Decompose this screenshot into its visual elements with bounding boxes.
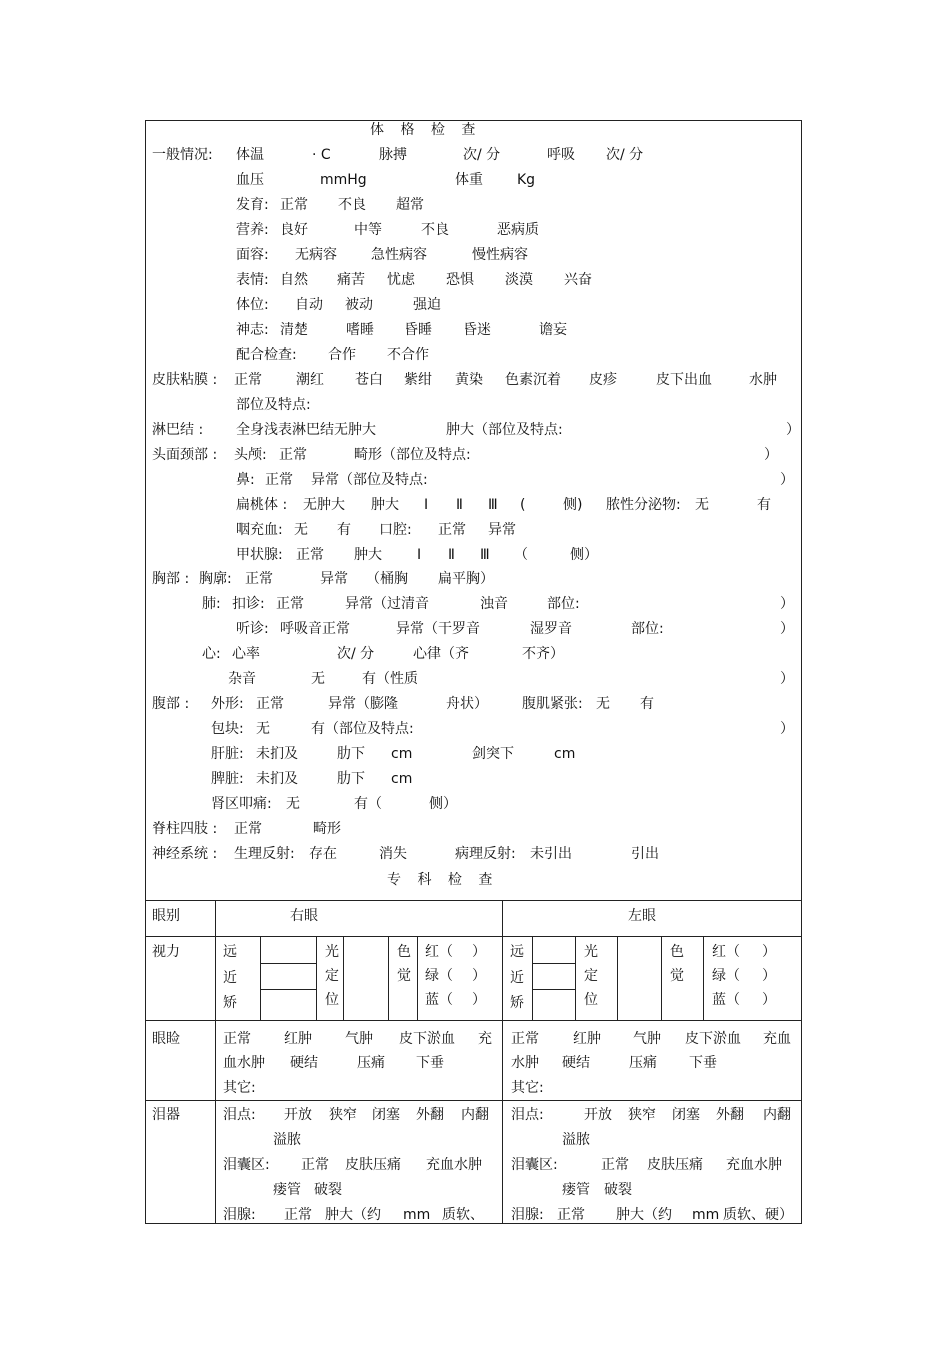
breath-site: 部位: — [631, 621, 664, 637]
skin-label: 皮肤粘膜 : — [152, 372, 218, 388]
dev-poor: 不良 — [338, 197, 366, 213]
gland-r-mm: mm — [403, 1207, 431, 1223]
thyroid-label: 甲状腺: — [236, 547, 283, 563]
skin-rash: 皮疹 — [589, 372, 617, 388]
vision-r-light-2: 定 — [325, 968, 339, 984]
eyelid-r-congest: 充 — [478, 1031, 492, 1047]
skin-site: 部位及特点: — [236, 397, 311, 413]
percussion-site: 部位: — [547, 596, 580, 612]
skin-edema: 水肿 — [749, 372, 777, 388]
punctum-l-narrow: 狭窄 — [628, 1107, 656, 1123]
nut-label: 营养: — [236, 222, 269, 238]
vision-r-col-c — [343, 936, 344, 1020]
breath-dry: 异常（干罗音 — [396, 621, 480, 637]
spine-label: 脊柱四肢 : — [152, 821, 218, 837]
punctum-r-closed: 闭塞 — [372, 1107, 400, 1123]
head-label: 头面颈部 : — [152, 447, 218, 463]
dev-label: 发育: — [236, 197, 269, 213]
punctum-r-narrow: 狭窄 — [329, 1107, 357, 1123]
patho-none: 未引出 — [530, 846, 572, 862]
gland-r-normal: 正常 — [284, 1207, 312, 1223]
kidney-label: 肾区叩痛: — [211, 796, 272, 812]
tension-label: 腹肌紧张: — [522, 696, 583, 712]
table-col-1 — [215, 900, 216, 1224]
eye-label: 眼别 — [152, 908, 180, 924]
tonsil-open: ( — [520, 497, 526, 513]
nut-cachexia: 恶病质 — [497, 222, 539, 238]
punctum-l-entropion: 内翻 — [763, 1107, 791, 1123]
lymph-enlarged: 肿大（部位及特点: — [446, 422, 563, 438]
left-eye-label: 左眼 — [628, 908, 656, 924]
punctum-r-ectropion: 外翻 — [416, 1107, 444, 1123]
punctum-r-label: 泪点: — [223, 1107, 256, 1123]
shape-label: 外形: — [211, 696, 244, 712]
tonsil-label: 扁桃体 : — [236, 497, 288, 513]
weight-label: 体重 — [455, 172, 483, 188]
liver-xiphoid: 剑突下 — [472, 746, 514, 762]
thyroid-g2: Ⅱ — [448, 547, 455, 563]
percussion-normal: 正常 — [276, 596, 304, 612]
thorax-barrel: （桶胸 — [366, 571, 408, 587]
lymph-normal: 全身浅表淋巴结无肿大 — [236, 422, 376, 438]
pharynx-none: 无 — [294, 522, 308, 538]
skin-hemorrhage: 皮下出血 — [656, 372, 712, 388]
eyelid-label: 眼睑 — [152, 1031, 180, 1047]
vision-r-green: 绿（ — [425, 968, 453, 984]
kidney-yes: 有（ — [354, 796, 382, 812]
spleen-label: 脾脏: — [211, 771, 244, 787]
breath-normal: 呼吸音正常 — [280, 621, 350, 637]
heart-rate-unit: 次/ 分 — [337, 646, 375, 662]
punctum-r-open: 开放 — [284, 1107, 312, 1123]
eyelid-r-ptosis: 下垂 — [416, 1055, 444, 1071]
eyelid-r-normal: 正常 — [223, 1031, 251, 1047]
gland-r-label: 泪腺: — [223, 1207, 256, 1223]
mass-none: 无 — [256, 721, 270, 737]
expr-natural: 自然 — [280, 272, 308, 288]
vision-l-col-a — [532, 936, 533, 1020]
expr-label: 表情: — [236, 272, 269, 288]
mouth-normal: 正常 — [438, 522, 466, 538]
mouth-label: 口腔: — [379, 522, 412, 538]
thorax-normal: 正常 — [245, 571, 273, 587]
table-col-2 — [502, 900, 503, 1224]
face-label: 面容: — [236, 247, 269, 263]
vision-r-row-b — [260, 989, 316, 990]
pharynx-label: 咽充血: — [236, 522, 283, 538]
vision-l-row-b — [532, 989, 575, 990]
heart-irregular: 不齐） — [522, 646, 564, 662]
vision-r-green-close: ） — [472, 968, 486, 984]
liver-label: 肝脏: — [211, 746, 244, 762]
eyelid-l-ptosis: 下垂 — [689, 1055, 717, 1071]
spleen-rib: 肋下 — [337, 771, 365, 787]
right-eye-label: 右眼 — [290, 908, 318, 924]
eyelid-r-edema: 血水肿 — [223, 1055, 265, 1071]
auscultation-label: 听诊: — [236, 621, 269, 637]
gland-r-enlarged: 肿大（约 — [325, 1207, 381, 1223]
mouth-abnormal: 异常 — [488, 522, 516, 538]
vision-l-row-a — [532, 963, 575, 964]
sac-l-normal: 正常 — [601, 1157, 629, 1173]
eyelid-l-edema: 水肿 — [511, 1055, 539, 1071]
patho-present: 引出 — [631, 846, 659, 862]
skin-cyanosis: 紫绀 — [404, 372, 432, 388]
spine-deform: 畸形 — [313, 821, 341, 837]
eyelid-l-congest: 充血 — [763, 1031, 791, 1047]
pos-label: 体位: — [236, 297, 269, 313]
mind-clear: 清楚 — [280, 322, 308, 338]
sac-r-normal: 正常 — [301, 1157, 329, 1173]
pos-passive: 被动 — [345, 297, 373, 313]
resp-label: 呼吸 — [547, 147, 575, 163]
mind-delirium: 谵妄 — [539, 322, 567, 338]
pus-yes: 有 — [757, 497, 771, 513]
gland-l-enlarged: 肿大（约 — [616, 1207, 672, 1223]
vision-r-row-a — [260, 963, 316, 964]
mass-yes: 有（部位及特点: — [311, 721, 414, 737]
punctum-l-pus: 溢脓 — [562, 1132, 590, 1148]
pos-forced: 强迫 — [413, 297, 441, 313]
mind-lethargic: 昏睡 — [404, 322, 432, 338]
vision-label: 视力 — [152, 944, 180, 960]
breath-close: ） — [780, 621, 794, 637]
pus-none: 无 — [695, 497, 709, 513]
tension-yes: 有 — [640, 696, 654, 712]
vision-l-light-2: 定 — [584, 968, 598, 984]
vision-r-blue: 蓝（ — [425, 992, 453, 1008]
eyelid-r-red: 红肿 — [284, 1031, 312, 1047]
expr-worry: 忧虑 — [387, 272, 415, 288]
thorax-label: 胸廓: — [199, 571, 232, 587]
vision-r-red-close: ） — [472, 944, 486, 960]
eyelid-l-hard: 硬结 — [562, 1055, 590, 1071]
weight-unit: Kg — [517, 172, 536, 188]
vision-l-col-e — [703, 936, 704, 1020]
coop-no: 不合作 — [387, 347, 429, 363]
chest-label: 胸部 : — [152, 571, 190, 587]
vision-r-corrected: 矫 — [223, 995, 237, 1011]
gland-l-soft: 质软、硬） — [723, 1207, 793, 1223]
murmur-yes: 有（性质 — [362, 671, 418, 687]
nut-medium: 中等 — [354, 222, 382, 238]
abdomen-label: 腹部 : — [152, 696, 190, 712]
eyelid-r-other: 其它: — [223, 1080, 256, 1096]
punctum-l-open: 开放 — [584, 1107, 612, 1123]
pus-label: 脓性分泌物: — [606, 497, 681, 513]
dev-super: 超常 — [396, 197, 424, 213]
vision-l-blue-close: ） — [762, 992, 776, 1008]
tonsil-g3: Ⅲ — [488, 497, 498, 513]
patho-label: 病理反射: — [455, 846, 516, 862]
vision-l-light-3: 位 — [584, 992, 598, 1008]
punctum-l-closed: 闭塞 — [672, 1107, 700, 1123]
liver-rib-cm: cm — [391, 746, 413, 762]
punctum-l-ectropion: 外翻 — [716, 1107, 744, 1123]
tonsil-none: 无肿大 — [303, 497, 345, 513]
pulse-unit: 次/ 分 — [463, 147, 501, 163]
physio-absent: 消失 — [379, 846, 407, 862]
thyroid-normal: 正常 — [296, 547, 324, 563]
skin-pigment: 色素沉着 — [505, 372, 561, 388]
temp-label: 体温 — [236, 147, 264, 163]
special-title: 专 科 检 查 — [387, 872, 499, 888]
kidney-side: 侧） — [429, 796, 457, 812]
heart-rhythm: 心律（齐 — [413, 646, 469, 662]
exam-title: 体 格 检 查 — [370, 122, 482, 138]
liver-none: 未扪及 — [256, 746, 298, 762]
eyelid-r-tender: 压痛 — [357, 1055, 385, 1071]
eyelid-l-tender: 压痛 — [629, 1055, 657, 1071]
skull-label: 头颅: — [234, 447, 267, 463]
vision-r-blue-close: ） — [472, 992, 486, 1008]
sac-l-fistula: 瘘管 — [562, 1182, 590, 1198]
tonsil-g1: Ⅰ — [424, 497, 429, 513]
skin-normal: 正常 — [234, 372, 262, 388]
eyelid-l-bruise: 皮下淤血 — [685, 1031, 741, 1047]
resp-unit: 次/ 分 — [606, 147, 644, 163]
physio-label: 生理反射: — [234, 846, 295, 862]
punctum-r-entropion: 内翻 — [461, 1107, 489, 1123]
skin-flush: 潮红 — [296, 372, 324, 388]
sac-l-tender: 皮肤压痛 — [647, 1157, 703, 1173]
nut-poor: 不良 — [421, 222, 449, 238]
skull-close: ） — [764, 447, 778, 463]
spleen-cm: cm — [391, 771, 413, 787]
sac-r-label: 泪囊区: — [223, 1157, 270, 1173]
mind-label: 神志: — [236, 322, 269, 338]
vision-l-col-b — [575, 936, 576, 1020]
physio-present: 存在 — [309, 846, 337, 862]
skull-deform: 畸形（部位及特点: — [354, 447, 471, 463]
mass-label: 包块: — [211, 721, 244, 737]
percussion-dull: 浊音 — [480, 596, 508, 612]
sac-r-edema: 充血水肿 — [426, 1157, 482, 1173]
murmur-label: 杂音 — [228, 671, 256, 687]
sac-r-rupture: 破裂 — [314, 1182, 342, 1198]
vision-l-blue: 蓝（ — [712, 992, 740, 1008]
vision-r-light-3: 位 — [325, 992, 339, 1008]
thorax-abnormal: 异常 — [320, 571, 348, 587]
thyroid-side: 侧） — [570, 547, 598, 563]
nose-close: ） — [780, 472, 794, 488]
mind-coma: 昏迷 — [463, 322, 491, 338]
spleen-none: 未扪及 — [256, 771, 298, 787]
shape-normal: 正常 — [256, 696, 284, 712]
liver-xiphoid-cm: cm — [554, 746, 576, 762]
vision-l-col-c — [617, 936, 618, 1020]
lymph-close: ） — [786, 422, 800, 438]
eyelid-r-emphysema: 气肿 — [345, 1031, 373, 1047]
vision-r-near: 近 — [223, 970, 237, 986]
sac-l-label: 泪囊区: — [511, 1157, 558, 1173]
eyelid-r-bruise: 皮下淤血 — [399, 1031, 455, 1047]
vision-l-red-close: ） — [762, 944, 776, 960]
sac-r-fistula: 瘘管 — [273, 1182, 301, 1198]
table-line-2 — [145, 1020, 802, 1021]
vision-r-color-2: 觉 — [397, 968, 411, 984]
eyelid-l-normal: 正常 — [511, 1031, 539, 1047]
sac-r-tender: 皮肤压痛 — [345, 1157, 401, 1173]
vision-r-col-d — [388, 936, 389, 1020]
percussion-close: ） — [780, 596, 794, 612]
vision-l-color-1: 色 — [670, 944, 684, 960]
percussion-label: 扣诊: — [232, 596, 265, 612]
coop-label: 配合检查: — [236, 347, 297, 363]
nose-label: 鼻: — [236, 472, 255, 488]
punctum-r-pus: 溢脓 — [273, 1132, 301, 1148]
murmur-close: ） — [780, 671, 794, 687]
vision-l-green-close: ） — [762, 968, 776, 984]
thyroid-enlarged: 肿大 — [354, 547, 382, 563]
lymph-label: 淋巴结 : — [152, 422, 204, 438]
nose-normal: 正常 — [265, 472, 293, 488]
vision-r-color-1: 色 — [397, 944, 411, 960]
vision-r-col-a — [260, 936, 261, 1020]
general-label: 一般情况: — [152, 147, 213, 163]
tonsil-enlarged: 肿大 — [371, 497, 399, 513]
thorax-flat: 扁平胸） — [438, 571, 494, 587]
shape-bulge: 异常（膨隆 — [328, 696, 398, 712]
percussion-hyper: 异常（过清音 — [345, 596, 429, 612]
skin-pale: 苍白 — [355, 372, 383, 388]
breath-wet: 湿罗音 — [530, 621, 572, 637]
punctum-l-label: 泪点: — [511, 1107, 544, 1123]
mass-close: ） — [780, 721, 794, 737]
sac-l-rupture: 破裂 — [604, 1182, 632, 1198]
thyroid-g1: Ⅰ — [417, 547, 422, 563]
lacrimal-label: 泪器 — [152, 1107, 180, 1123]
pulse-label: 脉搏 — [379, 147, 407, 163]
murmur-none: 无 — [311, 671, 325, 687]
bp-label: 血压 — [236, 172, 264, 188]
tonsil-g2: Ⅱ — [456, 497, 463, 513]
eyelid-l-other: 其它: — [511, 1080, 544, 1096]
heart-rate: 心率 — [232, 646, 260, 662]
expr-excited: 兴奋 — [564, 272, 592, 288]
eyelid-l-emphysema: 气肿 — [633, 1031, 661, 1047]
expr-fear: 恐惧 — [446, 272, 474, 288]
gland-r-soft: 质软、 — [442, 1207, 484, 1223]
tension-none: 无 — [596, 696, 610, 712]
bp-unit: mmHg — [320, 172, 367, 188]
vision-l-corrected: 矫 — [510, 995, 524, 1011]
nut-good: 良好 — [280, 222, 308, 238]
mind-drowsy: 嗜睡 — [346, 322, 374, 338]
tonsil-side: 侧) — [563, 497, 583, 513]
vision-r-light-1: 光 — [325, 944, 339, 960]
vision-l-green: 绿（ — [712, 968, 740, 984]
table-top-line — [145, 900, 802, 901]
coop-yes: 合作 — [328, 347, 356, 363]
pos-auto: 自动 — [295, 297, 323, 313]
vision-l-near: 近 — [510, 970, 524, 986]
vision-l-light-1: 光 — [584, 944, 598, 960]
nose-abnormal: 异常（部位及特点: — [311, 472, 428, 488]
pharynx-yes: 有 — [337, 522, 351, 538]
vision-l-color-2: 觉 — [670, 968, 684, 984]
vision-l-red: 红（ — [712, 944, 740, 960]
gland-l-mm: mm — [692, 1207, 720, 1223]
expr-apathy: 淡漠 — [505, 272, 533, 288]
dev-normal: 正常 — [280, 197, 308, 213]
skull-normal: 正常 — [279, 447, 307, 463]
spine-normal: 正常 — [234, 821, 262, 837]
skin-jaundice: 黄染 — [455, 372, 483, 388]
vision-r-red: 红（ — [425, 944, 453, 960]
vision-l-col-d — [661, 936, 662, 1020]
vision-r-col-e — [417, 936, 418, 1020]
gland-l-normal: 正常 — [557, 1207, 585, 1223]
thyroid-g3: Ⅲ — [480, 547, 490, 563]
expr-pain: 痛苦 — [337, 272, 365, 288]
thyroid-open: （ — [514, 547, 528, 563]
nerve-label: 神经系统 : — [152, 846, 218, 862]
vision-l-far: 远 — [510, 944, 524, 960]
liver-rib: 肋下 — [337, 746, 365, 762]
heart-label: 心: — [202, 646, 221, 662]
vision-r-col-b — [316, 936, 317, 1020]
eyelid-l-red: 红肿 — [573, 1031, 601, 1047]
table-line-3 — [145, 1100, 802, 1101]
eyelid-r-hard: 硬结 — [290, 1055, 318, 1071]
face-chronic: 慢性病容 — [472, 247, 528, 263]
lung-label: 肺: — [202, 596, 221, 612]
face-acute: 急性病容 — [371, 247, 427, 263]
kidney-none: 无 — [286, 796, 300, 812]
temp-unit: · C — [312, 147, 331, 163]
vision-r-far: 远 — [223, 944, 237, 960]
shape-scaphoid: 舟状） — [446, 696, 488, 712]
sac-l-edema: 充血水肿 — [726, 1157, 782, 1173]
face-none: 无病容 — [295, 247, 337, 263]
gland-l-label: 泪腺: — [511, 1207, 544, 1223]
